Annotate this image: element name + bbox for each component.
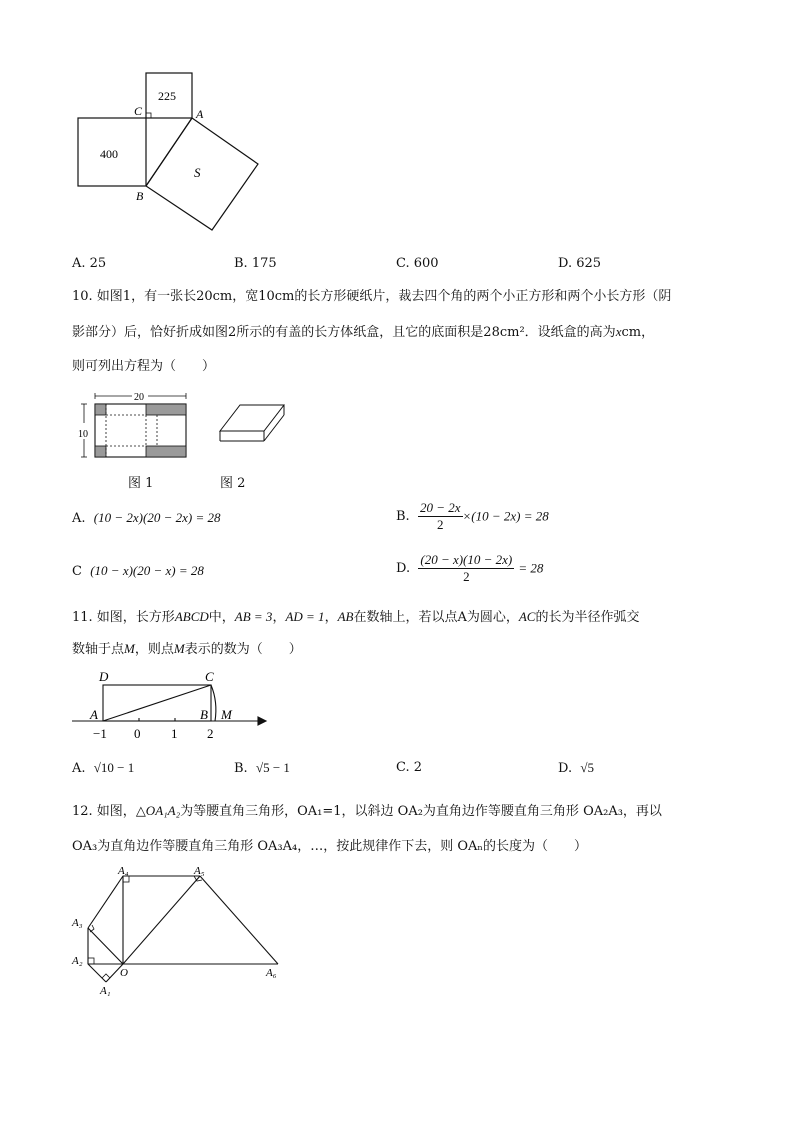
tick-label: −1	[93, 726, 107, 741]
label-c: C	[134, 104, 143, 118]
q11-option-d[interactable]: D. √5	[558, 760, 594, 776]
q11-option-a[interactable]: A. √10 − 1	[72, 760, 135, 776]
label-o: O	[120, 967, 128, 979]
label-a3: A₃	[72, 917, 83, 929]
q11-option-c[interactable]: C. 2	[396, 760, 423, 775]
hypotenuse	[146, 118, 192, 186]
label-b: B	[136, 189, 144, 203]
q10-option-b[interactable]: B. $\frac{20 - 2x}{2}$ ×(10 − 2x) = 28	[396, 500, 549, 532]
q12-spiral-triangles-figure	[66, 864, 286, 999]
q10-line-2: 影部分）后，恰好折成如图2所示的有盖的长方体纸盒，且它的底面积是28cm²．设纸盒的高为xcm，	[72, 324, 655, 340]
label-a5: A₅	[194, 865, 205, 877]
fig1-width-label: 20	[134, 392, 144, 403]
q11-line-2: 数轴于点M，则点M表示的数为（ ）	[72, 641, 302, 657]
fig1-height-label: 10	[78, 429, 88, 440]
q10-figure-1-caption: 图 1	[128, 476, 154, 491]
q10-line-3: 则可列出方程为（ ）	[72, 359, 216, 374]
square-s	[146, 118, 258, 230]
label-s: S	[194, 165, 201, 180]
q10-figure-1	[76, 390, 196, 465]
label-m: M	[221, 707, 232, 722]
q12-line-2: OA₃为直角边作等腰直角三角形 OA₃A₄，…，按此规律作下去，则 OAₙ的长度为（ ）	[72, 839, 588, 854]
label-a: A	[196, 107, 204, 121]
q11-line-1: 11. 如图，长方形ABCD中，AB = 3，AD = 1，AB在数轴上，若以点A为圆心，AC的长为半径作弧交	[72, 609, 640, 625]
q9-option-b[interactable]: B. 175	[234, 256, 277, 271]
label-400: 400	[100, 147, 118, 161]
q11-option-b[interactable]: B. √5 − 1	[234, 760, 290, 776]
label-a6: A₆	[266, 967, 277, 979]
label-b: B	[200, 707, 208, 722]
q10-figure-2-caption: 图 2	[220, 476, 246, 491]
tick-label: 2	[207, 726, 214, 741]
label-a4: A₄	[118, 865, 129, 877]
q9-pythagoras-figure	[70, 65, 270, 240]
label-a1: A₁	[100, 985, 111, 997]
label-c: C	[205, 669, 214, 684]
q9-option-d[interactable]: D. 625	[558, 256, 602, 271]
q11-number-line-figure	[68, 666, 268, 742]
q10-figure-2	[214, 398, 294, 458]
q9-option-a[interactable]: A. 25	[72, 256, 107, 271]
tick-label: 1	[171, 726, 178, 741]
q12-line-1: 12. 如图，△OA₁A₂为等腰直角三角形，OA₁=1，以斜边 OA₂为直角边作等腰直角三角形 OA₂A₃，再以	[72, 803, 662, 819]
label-a: A	[90, 707, 98, 722]
label-225: 225	[158, 89, 176, 103]
tick-label: 0	[134, 726, 141, 741]
q10-line-1: 10. 如图1，有一张长20cm，宽10cm的长方形硬纸片，裁去四个角的两个小正方形和两个小长方形（阴	[72, 289, 672, 304]
right-angle-mark	[146, 113, 151, 118]
label-a2: A₂	[72, 955, 83, 967]
q10-option-a[interactable]: A. (10 − 2x)(20 − 2x) = 28	[72, 510, 221, 526]
label-d: D	[99, 669, 109, 684]
q10-option-c[interactable]: C (10 − x)(20 − x) = 28	[72, 563, 204, 579]
q10-option-d[interactable]: D. $\frac{(20 - x)(10 - 2x)}{2}$ = 28	[396, 552, 544, 584]
q9-option-c[interactable]: C. 600	[396, 256, 439, 271]
